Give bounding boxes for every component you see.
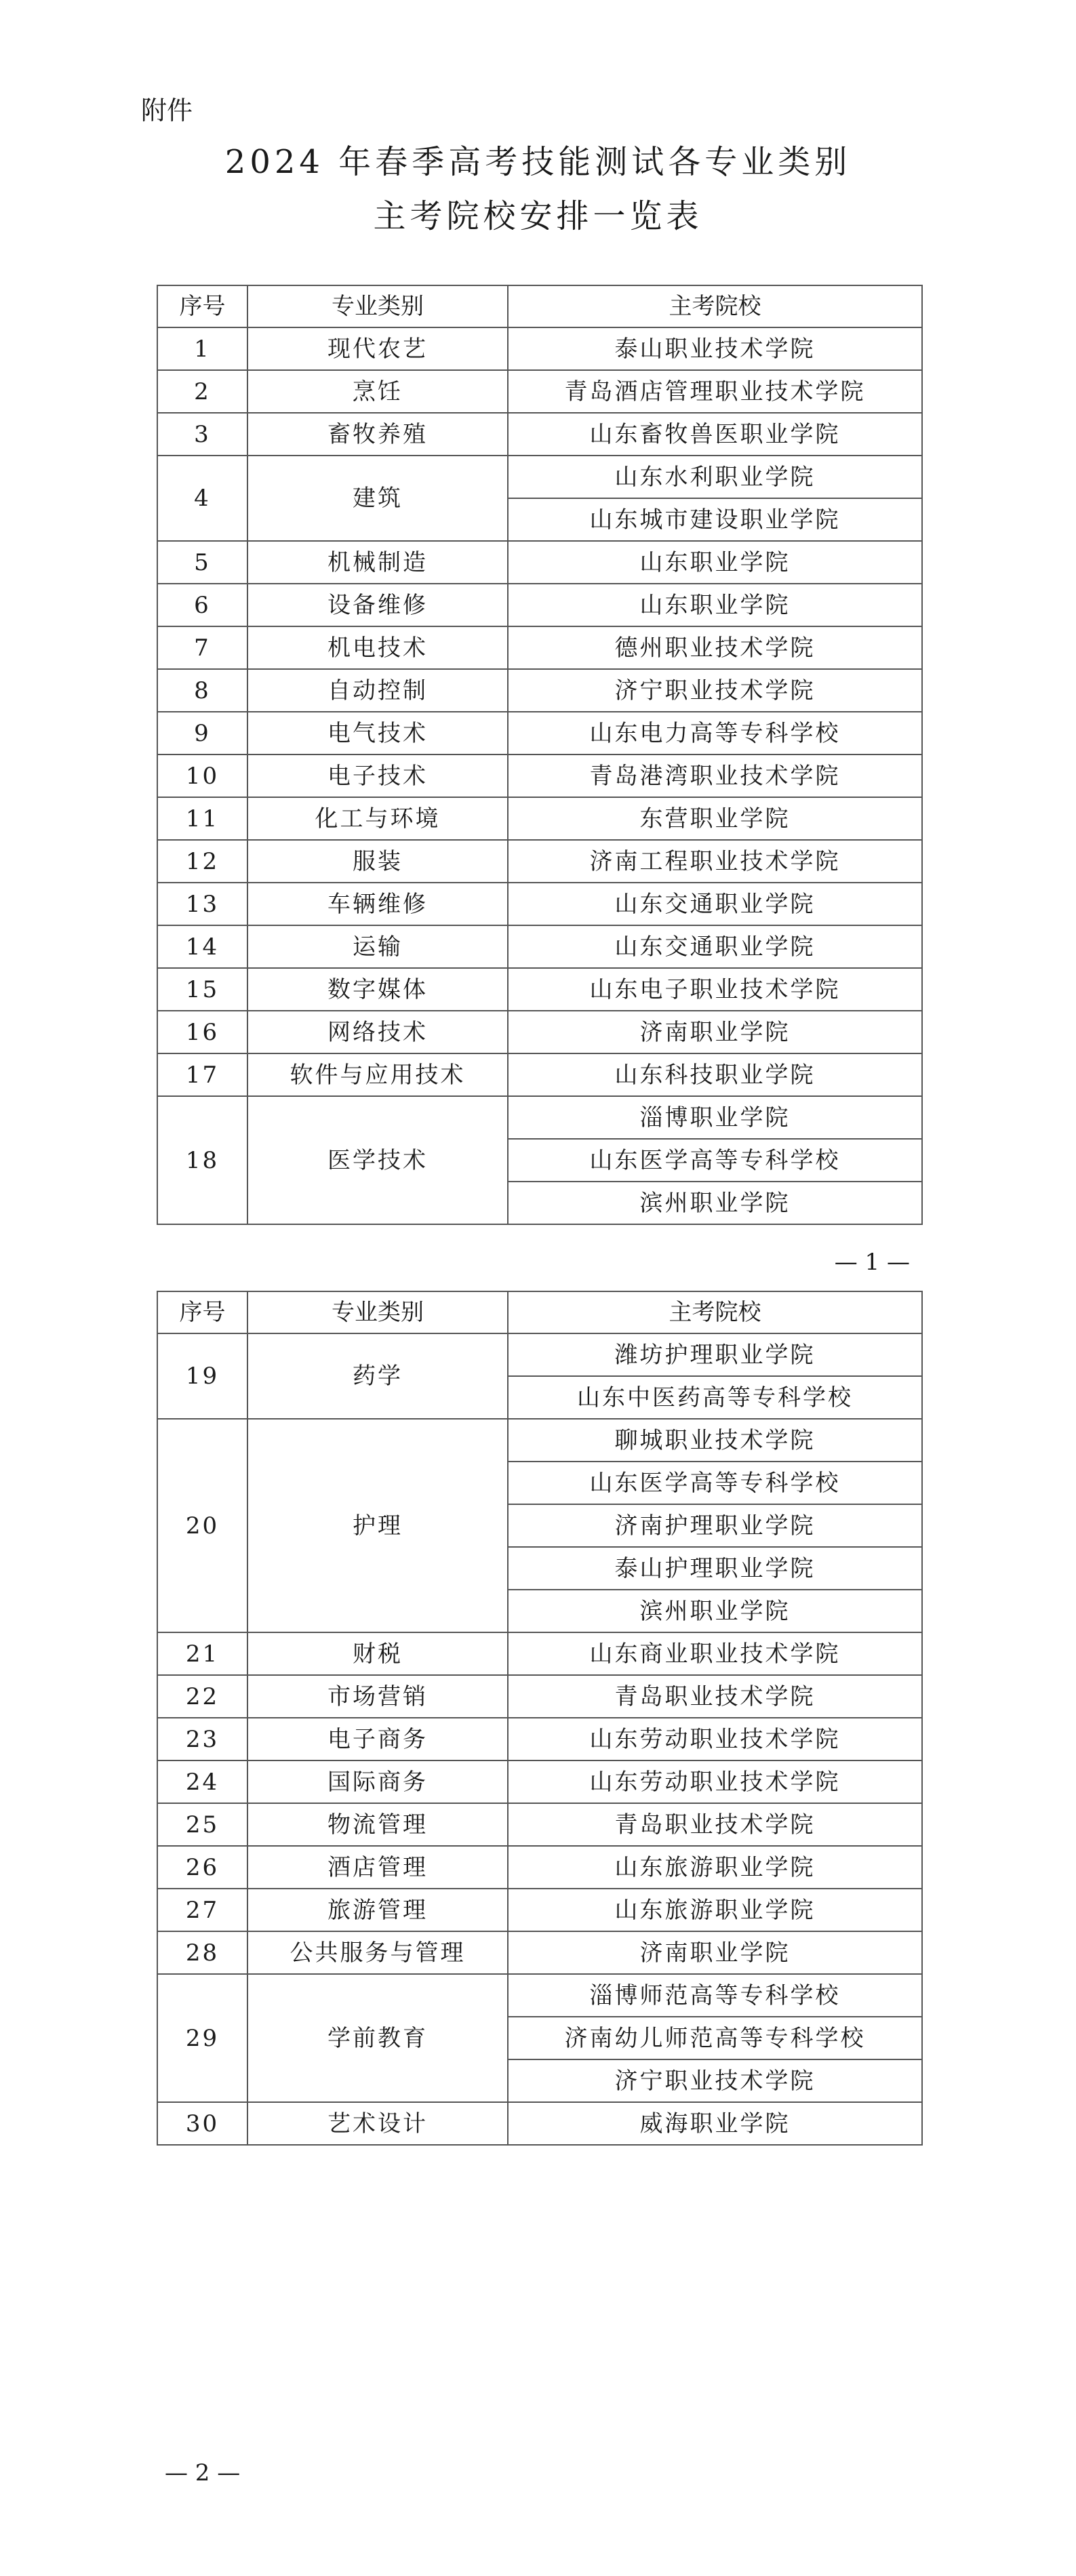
category-cell: 自动控制 <box>247 669 508 712</box>
school-cell: 山东劳动职业技术学院 <box>508 1718 922 1760</box>
row-number: 10 <box>157 754 247 797</box>
schedule-table-part2 <box>157 1291 923 2146</box>
table-row <box>157 1011 922 1053</box>
school-cell: 山东旅游职业学院 <box>508 1846 922 1889</box>
page-number: — 1 — <box>834 1249 910 1276</box>
category-cell: 化工与环境 <box>247 797 508 840</box>
school-cell: 山东旅游职业学院 <box>508 1889 922 1931</box>
category-cell: 酒店管理 <box>247 1846 508 1889</box>
school-cell: 聊城职业技术学院 <box>508 1419 922 1462</box>
row-number: 12 <box>157 840 247 883</box>
school-cell: 威海职业学院 <box>508 2102 922 2145</box>
school-cell: 青岛职业技术学院 <box>508 1675 922 1718</box>
category-cell: 国际商务 <box>247 1760 508 1803</box>
row-number: 21 <box>157 1632 247 1675</box>
category-cell: 数字媒体 <box>247 968 508 1011</box>
table-row <box>157 1889 922 1931</box>
row-number: 23 <box>157 1718 247 1760</box>
school-cell: 滨州职业学院 <box>508 1182 922 1224</box>
row-number: 13 <box>157 883 247 925</box>
school-cell: 淄博职业学院 <box>508 1096 922 1139</box>
table-row <box>157 1931 922 1974</box>
table-row <box>157 840 922 883</box>
row-number: 19 <box>157 1333 247 1419</box>
category-cell: 设备维修 <box>247 584 508 626</box>
school-cell: 山东交通职业学院 <box>508 883 922 925</box>
school-cell: 潍坊护理职业学院 <box>508 1333 922 1376</box>
table-row <box>157 370 922 413</box>
category-cell: 机电技术 <box>247 626 508 669</box>
table-row <box>157 456 922 498</box>
row-number: 6 <box>157 584 247 626</box>
school-cell: 山东医学高等专科学校 <box>508 1139 922 1182</box>
school-cell: 淄博师范高等专科学校 <box>508 1974 922 2017</box>
table-row <box>157 1096 922 1139</box>
page-number: — 2 — <box>165 2459 241 2487</box>
document-title-line1: 2024 年春季高考技能测试各专业类别 <box>224 143 852 181</box>
school-cell: 泰山护理职业学院 <box>508 1547 922 1590</box>
header-category: 专业类别 <box>247 285 508 327</box>
school-cell: 济南工程职业技术学院 <box>508 840 922 883</box>
row-number: 3 <box>157 413 247 456</box>
table-body <box>157 327 922 1224</box>
school-cell: 山东科技职业学院 <box>508 1053 922 1096</box>
table-header-row <box>157 1291 922 1333</box>
row-number: 15 <box>157 968 247 1011</box>
school-cell: 山东商业职业技术学院 <box>508 1632 922 1675</box>
category-cell: 公共服务与管理 <box>247 1931 508 1974</box>
table-row <box>157 797 922 840</box>
category-cell: 软件与应用技术 <box>247 1053 508 1096</box>
school-cell: 山东畜牧兽医职业学院 <box>508 413 922 456</box>
table-header-row <box>157 285 922 327</box>
school-cell: 青岛酒店管理职业技术学院 <box>508 370 922 413</box>
school-cell: 德州职业技术学院 <box>508 626 922 669</box>
school-cell: 滨州职业学院 <box>508 1590 922 1632</box>
school-cell: 山东交通职业学院 <box>508 925 922 968</box>
row-number: 30 <box>157 2102 247 2145</box>
row-number: 29 <box>157 1974 247 2102</box>
row-number: 27 <box>157 1889 247 1931</box>
table-row <box>157 712 922 754</box>
school-cell: 山东劳动职业技术学院 <box>508 1760 922 1803</box>
header-no: 序号 <box>157 285 247 327</box>
table-row <box>157 1760 922 1803</box>
category-cell: 旅游管理 <box>247 1889 508 1931</box>
table-row <box>157 1419 922 1462</box>
school-cell: 山东电力高等专科学校 <box>508 712 922 754</box>
school-cell: 青岛职业技术学院 <box>508 1803 922 1846</box>
row-number: 16 <box>157 1011 247 1053</box>
table-row <box>157 1718 922 1760</box>
row-number: 26 <box>157 1846 247 1889</box>
category-cell: 建筑 <box>247 456 508 541</box>
school-cell: 济南职业学院 <box>508 1931 922 1974</box>
table-row <box>157 1053 922 1096</box>
row-number: 14 <box>157 925 247 968</box>
header-school: 主考院校 <box>508 285 922 327</box>
table-row <box>157 2102 922 2145</box>
school-cell: 山东电子职业技术学院 <box>508 968 922 1011</box>
category-cell: 财税 <box>247 1632 508 1675</box>
category-cell: 艺术设计 <box>247 2102 508 2145</box>
row-number: 7 <box>157 626 247 669</box>
table-row <box>157 327 922 370</box>
category-cell: 机械制造 <box>247 541 508 584</box>
table-row <box>157 1333 922 1376</box>
row-number: 8 <box>157 669 247 712</box>
attachment-label: 附件 <box>141 96 193 125</box>
school-cell: 山东中医药高等专科学校 <box>508 1376 922 1419</box>
school-cell: 济南职业学院 <box>508 1011 922 1053</box>
school-cell: 青岛港湾职业技术学院 <box>508 754 922 797</box>
school-cell: 济南护理职业学院 <box>508 1504 922 1547</box>
row-number: 24 <box>157 1760 247 1803</box>
document-title-line2: 主考院校安排一览表 <box>373 197 703 235</box>
category-cell: 烹饪 <box>247 370 508 413</box>
school-cell: 东营职业学院 <box>508 797 922 840</box>
category-cell: 网络技术 <box>247 1011 508 1053</box>
category-cell: 物流管理 <box>247 1803 508 1846</box>
header-school: 主考院校 <box>508 1291 922 1333</box>
table-row <box>157 541 922 584</box>
category-cell: 电气技术 <box>247 712 508 754</box>
row-number: 18 <box>157 1096 247 1224</box>
table-row <box>157 1974 922 2017</box>
header-category: 专业类别 <box>247 1291 508 1333</box>
category-cell: 服装 <box>247 840 508 883</box>
table-row <box>157 669 922 712</box>
row-number: 20 <box>157 1419 247 1632</box>
header-no: 序号 <box>157 1291 247 1333</box>
table-row <box>157 413 922 456</box>
table-row <box>157 883 922 925</box>
table-body <box>157 1333 922 2145</box>
row-number: 1 <box>157 327 247 370</box>
row-number: 22 <box>157 1675 247 1718</box>
category-cell: 医学技术 <box>247 1096 508 1224</box>
school-cell: 济宁职业技术学院 <box>508 2059 922 2102</box>
table-row <box>157 1675 922 1718</box>
row-number: 2 <box>157 370 247 413</box>
school-cell: 山东医学高等专科学校 <box>508 1462 922 1504</box>
category-cell: 现代农艺 <box>247 327 508 370</box>
category-cell: 运输 <box>247 925 508 968</box>
school-cell: 山东水利职业学院 <box>508 456 922 498</box>
table-row <box>157 754 922 797</box>
row-number: 25 <box>157 1803 247 1846</box>
category-cell: 车辆维修 <box>247 883 508 925</box>
table-row <box>157 925 922 968</box>
category-cell: 电子技术 <box>247 754 508 797</box>
row-number: 17 <box>157 1053 247 1096</box>
category-cell: 畜牧养殖 <box>247 413 508 456</box>
table-row <box>157 1803 922 1846</box>
school-cell: 泰山职业技术学院 <box>508 327 922 370</box>
row-number: 28 <box>157 1931 247 1974</box>
category-cell: 药学 <box>247 1333 508 1419</box>
table-row <box>157 1846 922 1889</box>
category-cell: 电子商务 <box>247 1718 508 1760</box>
school-cell: 济南幼儿师范高等专科学校 <box>508 2017 922 2059</box>
category-cell: 学前教育 <box>247 1974 508 2102</box>
table-row <box>157 1632 922 1675</box>
row-number: 11 <box>157 797 247 840</box>
category-cell: 市场营销 <box>247 1675 508 1718</box>
school-cell: 山东职业学院 <box>508 584 922 626</box>
category-cell: 护理 <box>247 1419 508 1632</box>
school-cell: 济宁职业技术学院 <box>508 669 922 712</box>
table-row <box>157 626 922 669</box>
row-number: 5 <box>157 541 247 584</box>
schedule-table-part1 <box>157 285 923 1225</box>
school-cell: 山东职业学院 <box>508 541 922 584</box>
table-row <box>157 968 922 1011</box>
row-number: 4 <box>157 456 247 541</box>
table-row <box>157 584 922 626</box>
school-cell: 山东城市建设职业学院 <box>508 498 922 541</box>
row-number: 9 <box>157 712 247 754</box>
